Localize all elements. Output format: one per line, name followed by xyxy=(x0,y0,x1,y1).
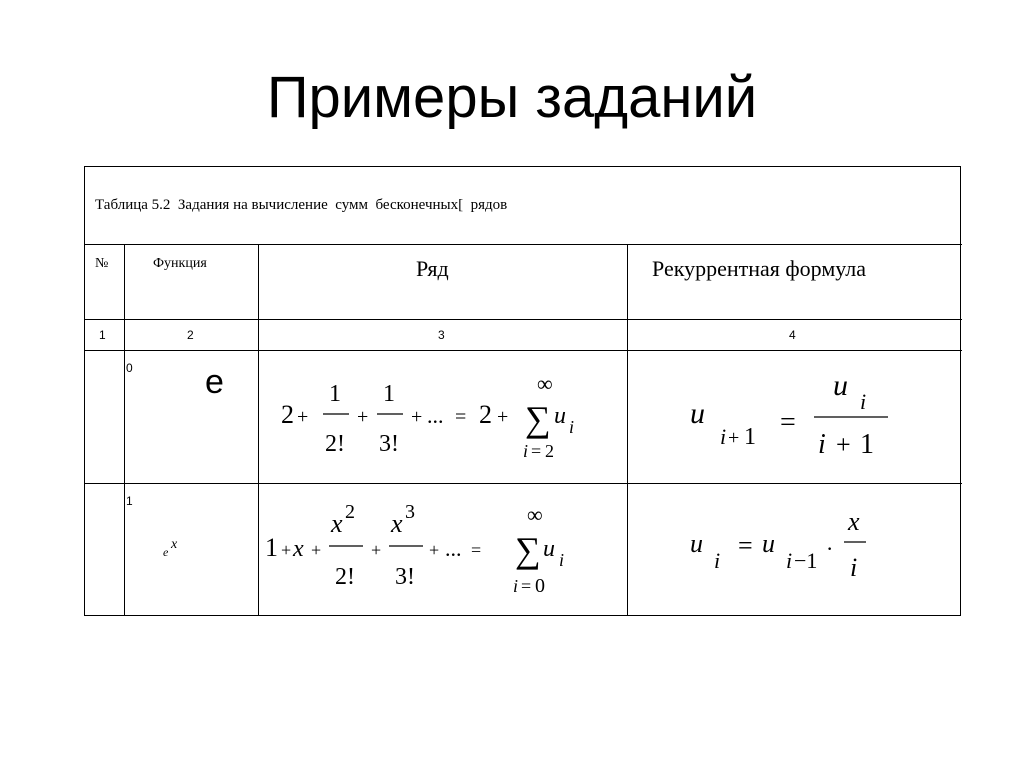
svg-text:+: + xyxy=(297,406,309,428)
recurrence-formula-e xyxy=(628,351,962,483)
svg-text:x: x xyxy=(848,507,860,536)
svg-text:i: i xyxy=(720,424,727,449)
svg-text:3: 3 xyxy=(405,501,415,523)
column-number: 2 xyxy=(187,328,194,342)
svg-text:u: u xyxy=(690,529,703,558)
row-index: 1 xyxy=(126,494,133,508)
svg-text:u: u xyxy=(543,536,555,562)
svg-text:i: i xyxy=(569,417,575,437)
svg-text:2: 2 xyxy=(545,441,554,461)
svg-text:i: i xyxy=(860,389,867,414)
svg-text:∑: ∑ xyxy=(525,399,551,439)
svg-text:+: + xyxy=(411,406,423,428)
svg-text:x: x xyxy=(391,509,403,538)
svg-text:i: i xyxy=(786,548,793,573)
svg-text:+: + xyxy=(357,406,369,428)
svg-text:0: 0 xyxy=(535,575,545,597)
column-number: 3 xyxy=(438,328,445,342)
svg-text:+: + xyxy=(311,540,322,560)
series-formula-exp xyxy=(259,484,627,616)
svg-text:i: i xyxy=(559,550,565,570)
svg-text:u: u xyxy=(554,403,566,429)
svg-text:+: + xyxy=(497,406,509,428)
svg-text:−1: −1 xyxy=(794,548,818,573)
svg-text:2: 2 xyxy=(345,501,355,523)
svg-text:=: = xyxy=(738,531,753,560)
row-divider xyxy=(85,319,962,320)
recurrence-formula-exp xyxy=(628,484,962,616)
column-number: 4 xyxy=(789,328,796,342)
row-divider xyxy=(85,244,962,245)
function-exp xyxy=(125,484,258,616)
table-caption: Таблица 5.2 Задания на вычисление сумм бесконечных[ рядов xyxy=(95,197,508,213)
series-formula-e xyxy=(259,351,627,483)
svg-text:1: 1 xyxy=(744,424,756,450)
column-number: 1 xyxy=(99,328,106,342)
svg-text:i: i xyxy=(523,441,529,461)
svg-text:1: 1 xyxy=(329,381,341,407)
header-number: № xyxy=(95,256,109,271)
svg-text:=: = xyxy=(521,576,532,596)
svg-text:u: u xyxy=(833,369,848,402)
svg-text:...: ... xyxy=(445,536,462,561)
svg-text:x: x xyxy=(171,537,178,552)
svg-text:=: = xyxy=(471,540,482,560)
svg-text:+: + xyxy=(281,540,292,560)
svg-text:u: u xyxy=(762,529,775,558)
svg-text:2!: 2! xyxy=(335,564,355,590)
header-function: Функция xyxy=(153,256,207,271)
svg-text:=: = xyxy=(531,441,542,461)
svg-text:3!: 3! xyxy=(379,431,399,457)
svg-text:i: i xyxy=(850,553,858,582)
svg-text:2!: 2! xyxy=(325,431,345,457)
svg-text:∞: ∞ xyxy=(537,371,553,396)
svg-text:+: + xyxy=(728,427,740,449)
svg-text:x: x xyxy=(293,536,304,562)
svg-text:1: 1 xyxy=(265,533,278,562)
svg-text:3!: 3! xyxy=(395,564,415,590)
svg-text:=: = xyxy=(780,407,796,438)
svg-text:u: u xyxy=(690,397,705,430)
slide-title: Примеры заданий xyxy=(266,65,758,130)
header-recurrence: Рекуррентная формула xyxy=(652,256,867,281)
svg-text:...: ... xyxy=(427,403,444,428)
svg-text:i: i xyxy=(714,548,721,573)
function-e: e xyxy=(205,363,224,401)
svg-text:e: e xyxy=(163,545,169,559)
header-series: Ряд xyxy=(416,256,449,281)
svg-text:i: i xyxy=(513,576,519,596)
row-index: 0 xyxy=(126,361,133,375)
svg-text:i: i xyxy=(818,429,826,460)
svg-text:∑: ∑ xyxy=(515,530,541,570)
svg-text:·: · xyxy=(826,536,834,561)
svg-text:=: = xyxy=(455,406,467,428)
svg-text:+: + xyxy=(371,540,382,560)
svg-text:2: 2 xyxy=(479,400,492,429)
assignments-table xyxy=(84,166,961,616)
svg-text:∞: ∞ xyxy=(527,502,543,527)
svg-text:+: + xyxy=(429,540,440,560)
svg-text:1: 1 xyxy=(383,381,395,407)
svg-text:2: 2 xyxy=(281,400,294,429)
svg-text:+: + xyxy=(836,430,851,459)
svg-text:x: x xyxy=(331,509,343,538)
svg-text:1: 1 xyxy=(860,429,874,460)
